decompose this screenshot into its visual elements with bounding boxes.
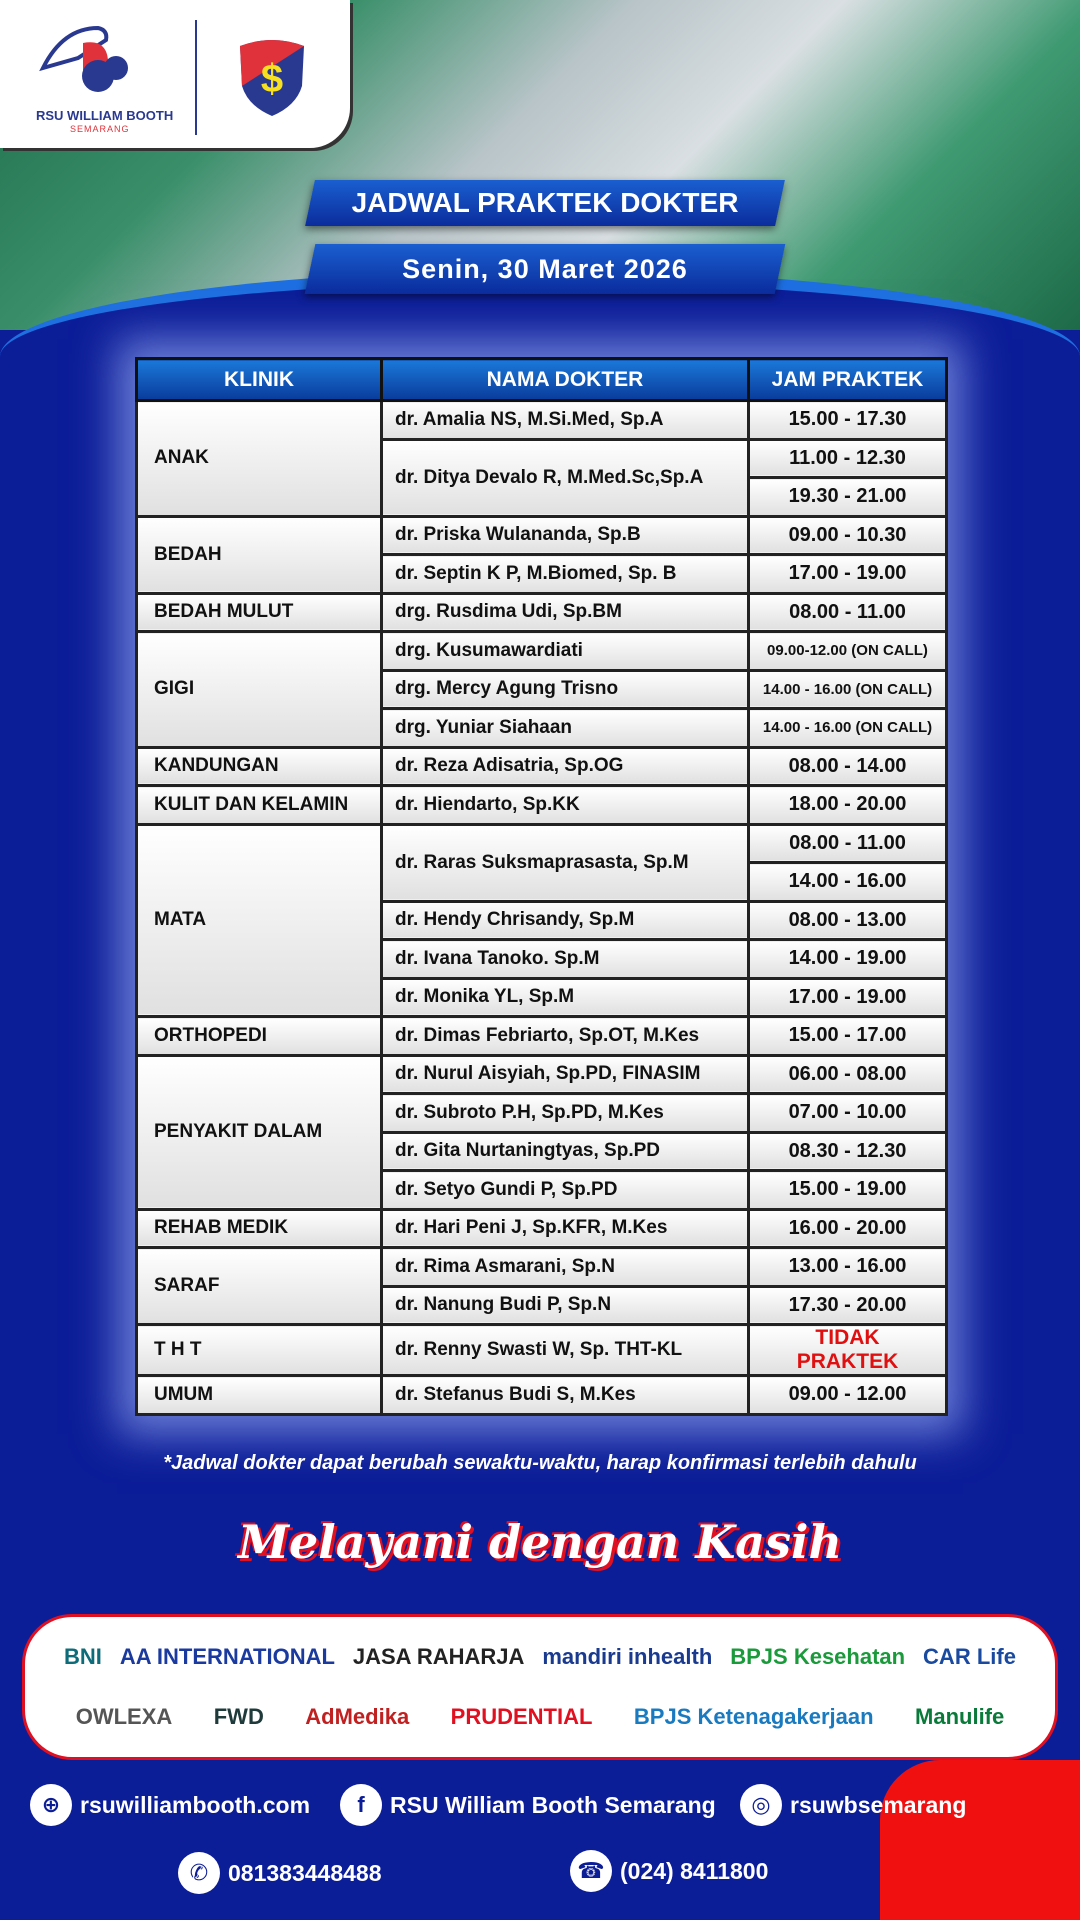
table-row: [137, 1209, 947, 1248]
doctor-name: dr. Nanung Budi P, Sp.N: [382, 1286, 749, 1325]
clinic-name: SARAF: [137, 1248, 382, 1325]
website-link[interactable]: [30, 1784, 310, 1826]
partner-logo: OWLEXA: [75, 1704, 173, 1729]
practice-hours: 14.00 - 19.00: [749, 940, 947, 979]
table-row: [137, 786, 947, 825]
doctor-name: dr. Reza Adisatria, Sp.OG: [382, 747, 749, 786]
practice-hours: TIDAK PRAKTEK: [749, 1325, 947, 1376]
whatsapp-link[interactable]: [178, 1852, 382, 1894]
doctor-name: dr. Nurul Aisyiah, Sp.PD, FINASIM: [382, 1055, 749, 1094]
clinic-name: T H T: [137, 1325, 382, 1376]
practice-hours: 15.00 - 17.30: [749, 401, 947, 440]
table-row: [137, 1055, 947, 1094]
schedule-disclaimer: *Jadwal dokter dapat berubah sewaktu-waktu, harap konfirmasi terlebih dahulu: [163, 1452, 917, 1474]
table-row: [137, 1248, 947, 1287]
clinic-name: PENYAKIT DALAM: [137, 1055, 382, 1209]
facebook-icon: f: [340, 1784, 382, 1826]
svg-text:$: $: [260, 57, 284, 101]
table-row: [137, 824, 947, 863]
doctor-name: dr. Hari Peni J, Sp.KFR, M.Kes: [382, 1209, 749, 1248]
telephone-icon: ☎: [570, 1850, 612, 1892]
table-row: [137, 1376, 947, 1415]
table-row: [137, 1017, 947, 1056]
hospital-name: RSU WILLIAM BOOTH: [36, 108, 174, 123]
practice-hours: 13.00 - 16.00: [749, 1248, 947, 1287]
clinic-name: BEDAH MULUT: [137, 593, 382, 632]
salvation-army-shield-icon: [236, 36, 308, 118]
clinic-name: UMUM: [137, 1376, 382, 1415]
practice-hours: 09.00 - 10.30: [749, 516, 947, 555]
partner-logo: mandiri inhealth: [542, 1644, 713, 1669]
practice-hours: 08.00 - 14.00: [749, 747, 947, 786]
practice-hours: 14.00 - 16.00: [749, 863, 947, 902]
practice-hours: 11.00 - 12.30: [749, 439, 947, 478]
doctor-name: dr. Priska Wulananda, Sp.B: [382, 516, 749, 555]
rsu-william-booth-logo-icon: [38, 18, 130, 100]
table-row: [137, 747, 947, 786]
practice-hours: 17.00 - 19.00: [749, 978, 947, 1017]
column-header-nama-dokter: NAMA DOKTER: [382, 359, 749, 401]
doctor-name: dr. Ditya Devalo R, M.Med.Sc,Sp.A: [382, 439, 749, 516]
practice-hours: 09.00-12.00 (ON CALL): [749, 632, 947, 671]
practice-hours: 19.30 - 21.00: [749, 478, 947, 517]
phone-link[interactable]: [570, 1850, 768, 1892]
partner-logo: Manulife: [915, 1704, 1005, 1729]
practice-hours: 15.00 - 17.00: [749, 1017, 947, 1056]
doctor-name: dr. Amalia NS, M.Si.Med, Sp.A: [382, 401, 749, 440]
doctor-name: dr. Ivana Tanoko. Sp.M: [382, 940, 749, 979]
doctor-name: drg. Rusdima Udi, Sp.BM: [382, 593, 749, 632]
page-title-banner: [305, 180, 785, 226]
clinic-name: KANDUNGAN: [137, 747, 382, 786]
clinic-name: GIGI: [137, 632, 382, 748]
doctor-name: dr. Hendy Chrisandy, Sp.M: [382, 901, 749, 940]
facebook-text: RSU William Booth Semarang: [390, 1791, 716, 1818]
clinic-name: BEDAH: [137, 516, 382, 593]
globe-icon: ⊕: [30, 1784, 72, 1826]
clinic-name: REHAB MEDIK: [137, 1209, 382, 1248]
doctor-name: dr. Dimas Febriarto, Sp.OT, M.Kes: [382, 1017, 749, 1056]
doctor-name: drg. Mercy Agung Trisno: [382, 670, 749, 709]
practice-hours: 14.00 - 16.00 (ON CALL): [749, 670, 947, 709]
doctor-name: drg. Yuniar Siahaan: [382, 709, 749, 748]
table-row: [137, 1325, 947, 1376]
table-row: [137, 516, 947, 555]
logo-box: [0, 0, 350, 148]
doctor-name: dr. Raras Suksmaprasasta, Sp.M: [382, 824, 749, 901]
practice-hours: 16.00 - 20.00: [749, 1209, 947, 1248]
partner-logo: BPJS Kesehatan: [730, 1644, 906, 1669]
doctor-name: dr. Setyo Gundi P, Sp.PD: [382, 1171, 749, 1210]
instagram-text: rsuwbsemarang: [790, 1791, 967, 1818]
facebook-link[interactable]: [340, 1784, 716, 1826]
partner-logos-banner: [22, 1614, 1058, 1760]
doctor-name: dr. Hiendarto, Sp.KK: [382, 786, 749, 825]
logo-divider: [195, 20, 197, 135]
partner-logo: FWD: [213, 1704, 264, 1729]
partner-logo: BPJS Ketenagakerjaan: [633, 1704, 874, 1729]
practice-hours: 17.00 - 19.00: [749, 555, 947, 594]
table-row: [137, 593, 947, 632]
doctor-name: dr. Septin K P, M.Biomed, Sp. B: [382, 555, 749, 594]
doctor-name: dr. Subroto P.H, Sp.PD, M.Kes: [382, 1094, 749, 1133]
website-text: rsuwilliambooth.com: [80, 1791, 311, 1818]
table-row: [137, 632, 947, 671]
doctor-name: dr. Rima Asmarani, Sp.N: [382, 1248, 749, 1287]
table-header-row: [137, 359, 947, 401]
whatsapp-icon: ✆: [178, 1852, 220, 1894]
page-title: JADWAL PRAKTEK DOKTER: [351, 187, 739, 218]
partner-logo: AdMedika: [305, 1704, 410, 1729]
practice-hours: 06.00 - 08.00: [749, 1055, 947, 1094]
instagram-icon: ◎: [740, 1784, 782, 1826]
doctor-name: drg. Kusumawardiati: [382, 632, 749, 671]
date-banner: [305, 244, 786, 294]
instagram-link[interactable]: [740, 1784, 966, 1826]
clinic-name: ORTHOPEDI: [137, 1017, 382, 1056]
partner-logo: CAR Life: [923, 1644, 1016, 1669]
table-row: [137, 401, 947, 440]
schedule-table: [135, 357, 945, 1416]
whatsapp-text: 081383448488: [228, 1859, 382, 1886]
column-header-klinik: KLINIK: [137, 359, 382, 401]
partner-logo: PRUDENTIAL: [450, 1704, 593, 1729]
clinic-name: ANAK: [137, 401, 382, 517]
slogan: Melayani dengan Kasih: [238, 1515, 842, 1569]
doctor-name: dr. Monika YL, Sp.M: [382, 978, 749, 1017]
hospital-city: SEMARANG: [70, 124, 130, 134]
practice-hours: 09.00 - 12.00: [749, 1376, 947, 1415]
clinic-name: KULIT DAN KELAMIN: [137, 786, 382, 825]
partner-logo: BNI: [63, 1644, 102, 1669]
practice-hours: 08.00 - 11.00: [749, 593, 947, 632]
practice-hours: 08.00 - 11.00: [749, 824, 947, 863]
schedule-date: Senin, 30 Maret 2026: [402, 254, 688, 284]
clinic-name: MATA: [137, 824, 382, 1017]
practice-hours: 17.30 - 20.00: [749, 1286, 947, 1325]
practice-hours: 18.00 - 20.00: [749, 786, 947, 825]
practice-hours: 07.00 - 10.00: [749, 1094, 947, 1133]
phone-text: (024) 8411800: [620, 1857, 769, 1884]
practice-hours: 15.00 - 19.00: [749, 1171, 947, 1210]
partner-logo: AA INTERNATIONAL: [119, 1644, 335, 1669]
column-header-jam-praktek: JAM PRAKTEK: [749, 359, 947, 401]
partner-logo: JASA RAHARJA: [352, 1644, 525, 1669]
practice-hours: 08.00 - 13.00: [749, 901, 947, 940]
practice-hours: 14.00 - 16.00 (ON CALL): [749, 709, 947, 748]
practice-hours: 08.30 - 12.30: [749, 1132, 947, 1171]
doctor-name: dr. Stefanus Budi S, M.Kes: [382, 1376, 749, 1415]
doctor-name: dr. Renny Swasti W, Sp. THT-KL: [382, 1325, 749, 1376]
doctor-name: dr. Gita Nurtaningtyas, Sp.PD: [382, 1132, 749, 1171]
